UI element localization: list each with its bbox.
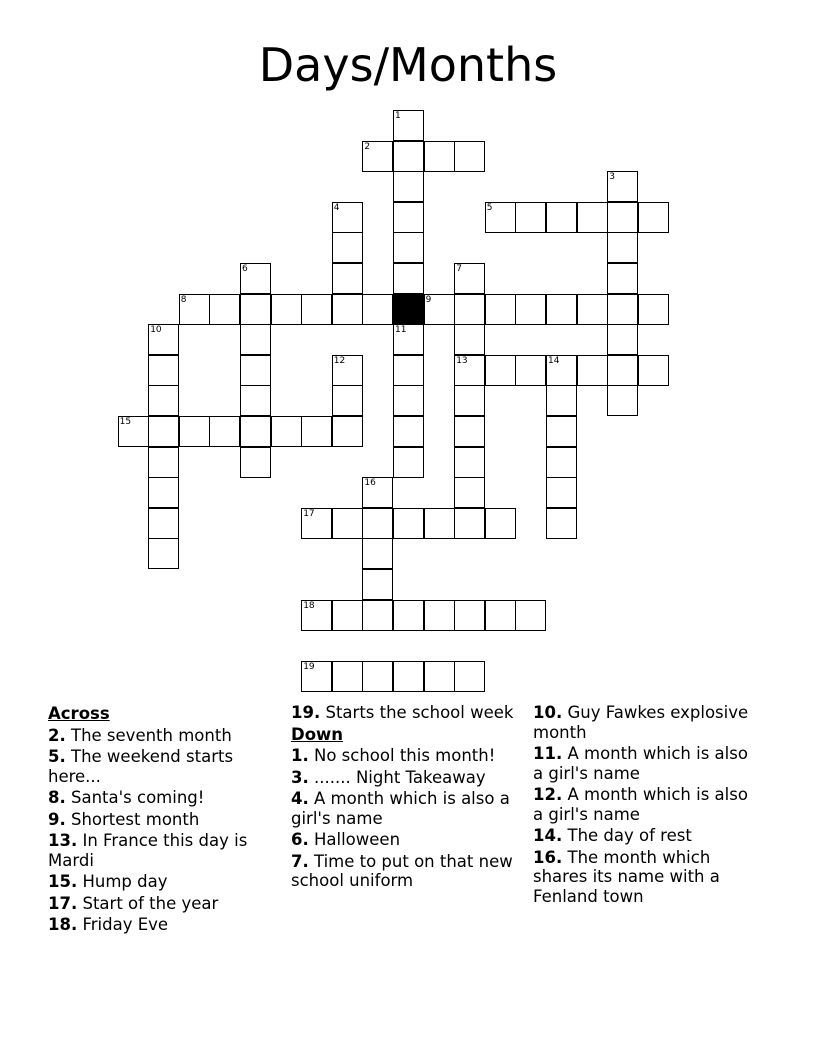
clue-number-label: 7 (456, 264, 462, 274)
grid-cell[interactable] (485, 508, 516, 539)
down-clue (291, 830, 519, 850)
across-clue (48, 788, 276, 808)
grid-cell[interactable] (638, 294, 669, 325)
clues-column-1 (48, 703, 276, 937)
across-clue (48, 894, 276, 914)
clue-number-label: 2 (364, 141, 371, 152)
grid-cell[interactable] (546, 294, 577, 325)
clue-text: Guy Fawkes explosive month (533, 703, 749, 742)
clue-number: 9. (48, 809, 66, 829)
grid-cell[interactable] (515, 294, 546, 325)
across-clue (291, 703, 519, 723)
clue-number: 19. (291, 703, 321, 722)
across-clue (48, 810, 276, 830)
clue-number: 1. (291, 746, 309, 765)
grid-cell[interactable] (393, 232, 424, 263)
grid-cell[interactable] (362, 569, 393, 600)
grid-cell[interactable] (454, 294, 485, 325)
across-clue (48, 726, 276, 746)
grid-cell[interactable] (148, 416, 179, 447)
across-clue (48, 872, 276, 892)
grid-cell[interactable] (393, 110, 424, 141)
clue-number-label: 5 (486, 202, 493, 213)
across-clue (48, 747, 276, 786)
clue-number-label: 4 (333, 202, 340, 213)
clue-number-label: 15 (119, 417, 132, 427)
grid-cell[interactable] (546, 202, 577, 233)
grid-cell[interactable] (332, 263, 363, 294)
grid-cell[interactable] (393, 202, 424, 233)
clue-number-label: 8 (180, 294, 187, 305)
grid-cell[interactable] (454, 508, 485, 539)
grid-cell[interactable] (393, 416, 424, 447)
grid-cell[interactable] (393, 141, 424, 172)
grid-cell[interactable] (454, 661, 485, 692)
grid-cell[interactable] (148, 355, 179, 386)
grid-cell[interactable] (362, 508, 393, 539)
grid-cell[interactable] (454, 447, 485, 478)
grid-cell[interactable] (148, 508, 179, 539)
grid-cell[interactable] (240, 385, 271, 416)
clue-text: Hump day (82, 872, 168, 891)
grid-cell[interactable] (271, 294, 302, 325)
down-clue (291, 852, 519, 891)
grid-cell[interactable] (362, 600, 393, 631)
grid-cell[interactable] (301, 600, 332, 631)
grid-cell[interactable] (362, 661, 393, 692)
grid-cell[interactable] (148, 477, 179, 508)
down-clue (533, 826, 761, 846)
grid-cell[interactable] (546, 355, 577, 386)
clue-number-label: 14 (548, 355, 560, 366)
clue-number: 14. (533, 826, 563, 845)
clue-number-label: 16 (364, 478, 376, 489)
clue-number-label: 10 (150, 325, 162, 336)
grid-cell[interactable] (271, 416, 302, 447)
grid-cell[interactable] (607, 355, 638, 386)
grid-cell[interactable] (332, 416, 363, 447)
clue-text: The day of rest (567, 826, 692, 845)
grid-cell[interactable] (577, 294, 608, 325)
grid-cell[interactable] (393, 661, 424, 692)
grid-cell[interactable] (393, 600, 424, 631)
clue-text: The weekend starts here... (48, 747, 234, 786)
grid-cell[interactable] (240, 355, 271, 386)
grid-cell[interactable] (485, 294, 516, 325)
grid-cell[interactable] (332, 355, 363, 386)
grid-cell[interactable] (515, 600, 546, 631)
grid-cell[interactable] (515, 355, 546, 386)
grid-cell[interactable] (148, 385, 179, 416)
grid-cell[interactable] (332, 385, 363, 416)
grid-cell[interactable] (607, 232, 638, 263)
clues-column-2 (291, 703, 519, 893)
clue-text: Friday Eve (82, 915, 169, 934)
clue-number: 10. (533, 703, 563, 722)
clue-number-label: 1 (395, 111, 401, 121)
clue-text: Santa's coming! (71, 788, 205, 807)
clue-text: ....... Night Takeaway (314, 767, 486, 787)
grid-cell[interactable] (118, 416, 149, 447)
grid-cell[interactable] (454, 324, 485, 355)
grid-cell[interactable] (393, 508, 424, 539)
grid-cell[interactable] (638, 355, 669, 386)
grid-cell[interactable] (362, 294, 393, 325)
clue-number: 17. (48, 893, 78, 913)
clue-number-label: 9 (425, 294, 432, 305)
grid-cell[interactable] (332, 202, 363, 233)
clue-text: The seventh month (71, 725, 232, 745)
clue-number-label: 19 (303, 661, 315, 672)
grid-cell[interactable] (424, 294, 455, 325)
down-clue (533, 848, 761, 907)
grid-cell[interactable] (546, 385, 577, 416)
grid-cell[interactable] (393, 324, 424, 355)
clue-number: 12. (533, 785, 563, 804)
grid-cell[interactable] (546, 416, 577, 447)
clue-number: 3. (291, 767, 309, 787)
grid-cell[interactable] (332, 508, 363, 539)
grid-cell[interactable] (362, 477, 393, 508)
puzzle-title: Days/Months (258, 38, 558, 92)
across-heading: Across (48, 704, 110, 723)
grid-cell[interactable] (301, 661, 332, 692)
grid-cell[interactable] (607, 324, 638, 355)
grid-cell[interactable] (607, 202, 638, 233)
grid-cell[interactable] (393, 447, 424, 478)
grid-cell[interactable] (301, 294, 332, 325)
grid-cell[interactable] (577, 355, 608, 386)
clue-text: Start of the year (82, 893, 219, 913)
grid-cell[interactable] (424, 141, 455, 172)
grid-cell[interactable] (424, 600, 455, 631)
grid-cell[interactable] (332, 661, 363, 692)
grid-cell[interactable] (454, 416, 485, 447)
grid-cell[interactable] (209, 294, 240, 325)
grid-cell[interactable] (485, 600, 516, 631)
down-clue (291, 768, 519, 788)
grid-cell[interactable] (179, 416, 210, 447)
clue-text: No school this month! (314, 746, 496, 765)
down-clue (291, 789, 519, 828)
clue-number-label: 6 (242, 264, 248, 274)
grid-cell[interactable] (577, 202, 608, 233)
grid-cell[interactable] (546, 508, 577, 539)
clue-number-label: 3 (609, 172, 615, 183)
grid-cell[interactable] (485, 202, 516, 233)
grid-cell[interactable] (424, 661, 455, 692)
clue-text: Halloween (314, 830, 401, 849)
clue-number: 8. (48, 788, 66, 807)
across-clue (48, 915, 276, 935)
grid-cell[interactable] (148, 447, 179, 478)
grid-cell[interactable] (179, 294, 210, 325)
grid-cell[interactable] (240, 324, 271, 355)
clue-text: Starts the school week (325, 703, 514, 722)
grid-cell[interactable] (393, 263, 424, 294)
clue-text: A month which is also a girl's name (533, 744, 748, 783)
clue-number: 5. (48, 747, 66, 766)
clues-column-3 (533, 703, 761, 908)
clue-text: The month which shares its name with a Fenland town (533, 847, 720, 906)
clue-number-label: 11 (395, 325, 407, 336)
clue-number: 16. (533, 847, 563, 867)
grid-cell[interactable] (393, 171, 424, 202)
grid-cell[interactable] (607, 385, 638, 416)
grid-cell[interactable] (607, 294, 638, 325)
clue-number-label: 13 (456, 355, 468, 366)
grid-cell[interactable] (240, 294, 271, 325)
clue-text: Time to put on that new school uniform (291, 851, 513, 890)
down-clue (533, 703, 761, 742)
grid-cell[interactable] (362, 141, 393, 172)
grid-cell[interactable] (209, 416, 240, 447)
grid-cell[interactable] (240, 447, 271, 478)
grid-cell[interactable] (240, 416, 271, 447)
down-clue (533, 785, 761, 824)
grid-cell[interactable] (424, 508, 455, 539)
grid-cell[interactable] (454, 355, 485, 386)
grid-cell[interactable] (546, 447, 577, 478)
grid-cell[interactable] (148, 538, 179, 569)
grid-cell[interactable] (485, 355, 516, 386)
clue-text: A month which is also a girl's name (533, 785, 748, 824)
clue-number: 6. (291, 830, 309, 849)
clue-number: 13. (48, 831, 78, 850)
down-heading: Down (291, 724, 344, 744)
clue-number: 7. (291, 851, 309, 871)
clue-number-label: 18 (303, 600, 315, 611)
grid-cell[interactable] (332, 232, 363, 263)
grid-cell[interactable] (454, 600, 485, 631)
down-clue (291, 746, 519, 766)
clue-number: 15. (48, 872, 78, 891)
clue-number: 4. (291, 789, 309, 808)
grid-cell[interactable] (607, 263, 638, 294)
grid-cell[interactable] (332, 600, 363, 631)
grid-cell[interactable] (638, 202, 669, 233)
grid-cell[interactable] (454, 263, 485, 294)
black-square (393, 294, 424, 325)
grid-cell[interactable] (301, 508, 332, 539)
across-clue (48, 831, 276, 870)
grid-cell[interactable] (454, 477, 485, 508)
grid-cell[interactable] (393, 355, 424, 386)
clue-number: 2. (48, 725, 66, 745)
clue-text: In France this day is Mardi (48, 831, 248, 870)
grid-cell[interactable] (454, 385, 485, 416)
clue-text: A month which is also a girl's name (291, 789, 510, 828)
clue-number-label: 12 (333, 355, 346, 366)
grid-cell[interactable] (301, 416, 332, 447)
clue-text: Shortest month (71, 809, 200, 829)
grid-cell[interactable] (393, 385, 424, 416)
grid-cell[interactable] (607, 171, 638, 202)
grid-cell[interactable] (362, 538, 393, 569)
down-clue (533, 744, 761, 783)
clue-number-label: 17 (303, 508, 315, 519)
grid-cell[interactable] (515, 202, 546, 233)
grid-cell[interactable] (454, 141, 485, 172)
grid-cell[interactable] (240, 263, 271, 294)
grid-cell[interactable] (332, 294, 363, 325)
clue-number: 11. (533, 744, 563, 763)
grid-cell[interactable] (546, 477, 577, 508)
clue-number: 18. (48, 915, 78, 934)
grid-cell[interactable] (148, 324, 179, 355)
